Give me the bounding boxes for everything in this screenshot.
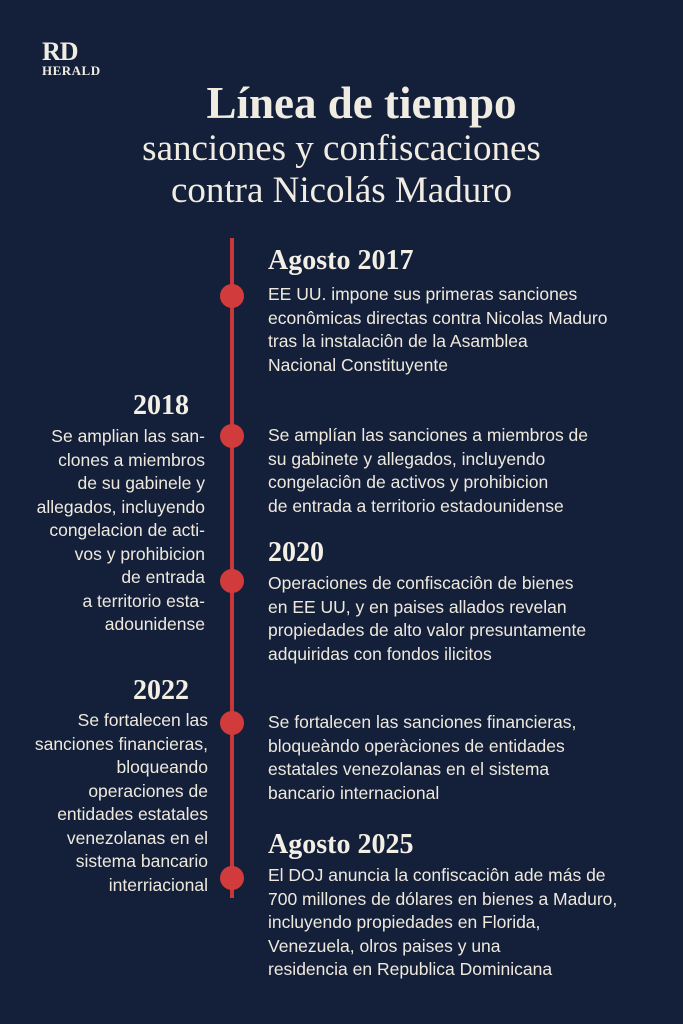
logo-rd: RD xyxy=(42,37,78,66)
timeline-dot-2017 xyxy=(220,284,244,308)
logo-herald: HERALD xyxy=(42,63,101,78)
page-subtitle xyxy=(0,128,683,212)
event-year-2017: Agosto 2017 xyxy=(268,245,414,276)
timeline-dot-2018 xyxy=(220,424,244,448)
event-year-2018: 2018 xyxy=(133,390,189,421)
event-text-2022: Se fortalecen las sanciones financieras, bloqueàndo operàciones de entidades estatales venezolanas en el sistema bancario internacional xyxy=(268,712,577,803)
subtitle-line-2: contra Nicolás Maduro xyxy=(170,170,513,211)
timeline-line xyxy=(230,238,234,898)
timeline-dot-2020 xyxy=(220,569,244,593)
event-year-2022: 2022 xyxy=(133,675,189,706)
event-text-2018: Se amplían las sanciones a miembros de su gabinete y allegados, incluyendo congelaciôn de activos y prohibicion de entrada a territorio estadounidense xyxy=(268,425,589,516)
timeline-dot-2022 xyxy=(220,711,244,735)
event-text-2025: El DOJ anuncia la confiscaciôn ade más de 700 millones de dólares en bienes a Maduro, incluyendo propiedades en Florida, Venezuela, olros paises y una residencia en Republica Dominicana xyxy=(268,865,618,979)
subtitle-line-1: sanciones y confiscaciones xyxy=(142,128,541,169)
event-text-2020: Operaciones de confiscaciôn de bienes en EE UU, y en paises allados revelan propiedades de alto valor presuntamente adquiridas con fondos ilicitos xyxy=(268,573,587,664)
event-year-2020: 2020 xyxy=(268,537,324,568)
event-text-2017: EE UU. impone sus primeras sanciones econômicas directas contra Nicolas Maduro tras la instalaciôn de la Asamblea Nacional Constituyente xyxy=(268,284,608,375)
rd-herald-logo xyxy=(42,37,122,78)
event-year-2025: Agosto 2025 xyxy=(268,829,414,860)
timeline-dot-2025 xyxy=(220,866,244,890)
event-left-text-2018: Se amplian las san- clones a miembros de su gabinele y allegados, incluyendo congelacion de acti- vos y prohibicion de entrada a territorio esta- adounidense xyxy=(36,426,205,634)
page-title: Línea de tiempo xyxy=(206,78,517,128)
event-left-text-2022: Se fortalecen las sanciones financieras, bloqueando operaciones de entidades estatales venezolanas en el sistema bancario interriacional xyxy=(34,710,208,895)
